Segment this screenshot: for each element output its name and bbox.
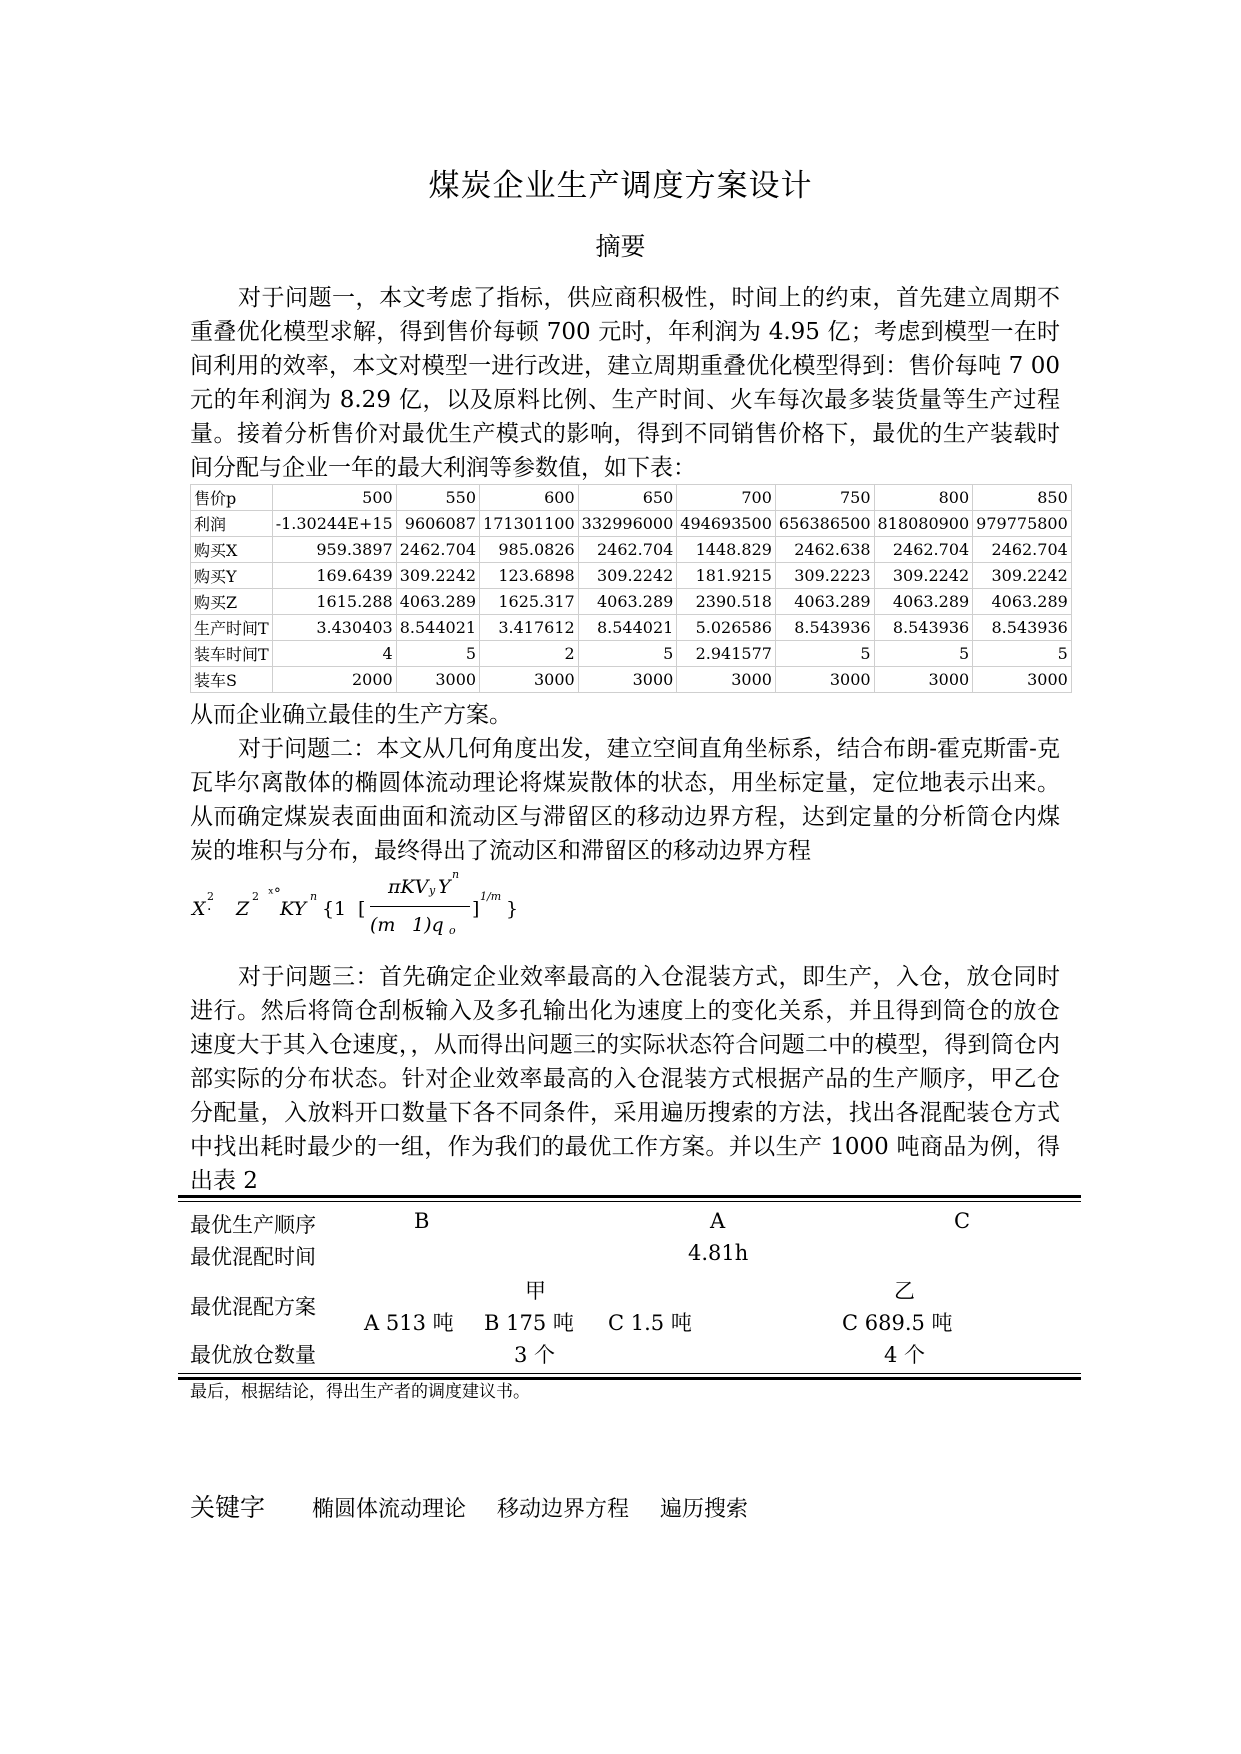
table-cell: 181.9215 — [677, 563, 776, 589]
table-cell: 500 — [272, 485, 396, 511]
abstract-heading: 摘要 — [595, 232, 646, 261]
row-label: 购买Y — [191, 563, 273, 589]
table-cell: 2462.638 — [775, 537, 874, 563]
formula-num-sub: y — [429, 884, 436, 897]
table-cell: 2000 — [272, 667, 396, 693]
bin-jia-header: 甲 — [525, 1279, 546, 1303]
table-cell: 3000 — [874, 667, 973, 693]
table-cell: 8.543936 — [775, 615, 874, 641]
row-label: 售价p — [191, 485, 273, 511]
table-cell: 4063.289 — [775, 589, 874, 615]
table-top-rule-inner — [178, 1201, 1081, 1202]
table-cell: 3000 — [775, 667, 874, 693]
formula-numerator: πKV — [388, 876, 429, 898]
table-cell: 5 — [396, 641, 479, 667]
table-cell: 800 — [874, 485, 973, 511]
formula-x: X — [192, 898, 206, 920]
formula-marks: ˣ° — [268, 886, 281, 902]
table-cell: 3.417612 — [480, 615, 579, 641]
table-cell: 309.2242 — [396, 563, 479, 589]
price-profit-table — [190, 484, 1072, 693]
table-cell: 5 — [775, 641, 874, 667]
table-cell: 850 — [973, 485, 1072, 511]
table-cell: 3000 — [677, 667, 776, 693]
table-cell: 5.026586 — [677, 615, 776, 641]
table-cell: 5 — [578, 641, 677, 667]
row-label: 购买X — [191, 537, 273, 563]
table-cell: 332996000 — [578, 511, 677, 537]
table-cell: 959.3897 — [272, 537, 396, 563]
formula-bracket-open: [ — [358, 898, 366, 920]
table-cell: 5 — [874, 641, 973, 667]
table-cell: 656386500 — [775, 511, 874, 537]
table-cell: 2462.704 — [396, 537, 479, 563]
bin-yi-header: 乙 — [894, 1279, 915, 1303]
table-cell: 4063.289 — [973, 589, 1072, 615]
table-cell: 550 — [396, 485, 479, 511]
table-cell: 700 — [677, 485, 776, 511]
row-label: 购买Z — [191, 589, 273, 615]
mix-time-value: 4.81h — [688, 1241, 749, 1265]
table-cell: 8.543936 — [874, 615, 973, 641]
jia-b-amount: B 175 吨 — [484, 1311, 574, 1335]
formula-ky: KY — [280, 898, 307, 920]
table-row — [191, 511, 1072, 537]
table-bottom-rule-inner — [178, 1373, 1081, 1374]
table-row — [191, 537, 1072, 563]
table-cell: 979775800 — [973, 511, 1072, 537]
formula-den-m: (m — [370, 914, 396, 936]
table-cell: 2 — [480, 641, 579, 667]
table-cell: 494693500 — [677, 511, 776, 537]
table-cell: 8.544021 — [396, 615, 479, 641]
table-cell: 2390.518 — [677, 589, 776, 615]
table-cell: 4063.289 — [578, 589, 677, 615]
row-label: 装车时间T — [191, 641, 273, 667]
table-cell: 8.543936 — [973, 615, 1072, 641]
formula-den-sub: o — [449, 924, 456, 937]
table-row — [191, 589, 1072, 615]
table-cell: 8.544021 — [578, 615, 677, 641]
formula-exp: 1/m — [480, 890, 502, 903]
abstract-paragraph-2: 从而企业确立最佳的生产方案。 — [190, 702, 512, 728]
table-top-rule — [178, 1195, 1081, 1198]
row-mix-plan-label: 最优混配方案 — [190, 1295, 316, 1319]
table-cell: 309.2242 — [973, 563, 1072, 589]
table-row — [191, 485, 1072, 511]
formula-brace-close: } — [506, 898, 519, 920]
table-cell: 600 — [480, 485, 579, 511]
order-b: B — [414, 1209, 430, 1233]
table-cell: 818080900 — [874, 511, 973, 537]
table-cell: 2462.704 — [578, 537, 677, 563]
table-row — [191, 641, 1072, 667]
keywords-label: 关键字 — [190, 1493, 266, 1522]
abstract-paragraph-4: 对于问题三：首先确定企业效率最高的入仓混装方式，即生产，入仓，放仓同时进行。然后将筒仓刮板输入及多孔输出化为速度上的变化关系，并且得到筒仓的放仓速度大于其入仓速度，，从而得出问题三的实际状态符合问题二中的模型，得到筒仓内部实际的分布状态。针对企业效率最高的入仓混装方式根据产品的生产顺序，甲乙仓分配量，入放料开口数量下各不同条件，采用遍历搜索的方法，找出各混配装仓方式中找出耗时最少的一组，作为我们的最优工作方案。并以生产 1000 吨商品为例，得出表 2 — [190, 964, 1060, 1194]
table-cell: 4063.289 — [874, 589, 973, 615]
row-bin-count-label: 最优放仓数量 — [190, 1343, 316, 1367]
row-mix-time-label: 最优混配时间 — [190, 1245, 316, 1269]
table-cell: 1625.317 — [480, 589, 579, 615]
order-a: A — [710, 1209, 726, 1233]
table-cell: 5 — [973, 641, 1072, 667]
table-cell: 3000 — [480, 667, 579, 693]
table-cell: 3.430403 — [272, 615, 396, 641]
table-cell: 650 — [578, 485, 677, 511]
row-label: 利润 — [191, 511, 273, 537]
formula-dot: · — [207, 902, 212, 918]
formula-num-y: Y — [438, 876, 451, 898]
jia-bin-count: 3 个 — [514, 1343, 556, 1367]
jia-c-amount: C 1.5 吨 — [608, 1311, 692, 1335]
table-row — [191, 615, 1072, 641]
keywords-line — [190, 1488, 772, 1524]
table-cell: 2462.704 — [973, 537, 1072, 563]
table-cell: 309.2242 — [874, 563, 973, 589]
table-cell: 2.941577 — [677, 641, 776, 667]
table-cell: 171301100 — [480, 511, 579, 537]
row-label: 生产时间T — [191, 615, 273, 641]
formula-z: Z — [236, 898, 250, 920]
formula-den-1: 1)q — [412, 914, 444, 936]
table-cell: -1.30244E+15 — [272, 511, 396, 537]
table-cell: 4063.289 — [396, 589, 479, 615]
order-c: C — [954, 1209, 971, 1233]
table-cell: 4 — [272, 641, 396, 667]
formula-num-sup: n — [452, 868, 460, 881]
row-label: 装车S — [191, 667, 273, 693]
table-cell: 309.2223 — [775, 563, 874, 589]
jia-a-amount: A 513 吨 — [364, 1311, 454, 1335]
table-row — [191, 563, 1072, 589]
formula-sup-x: 2 — [207, 890, 214, 903]
table-cell: 123.6898 — [480, 563, 579, 589]
table-cell: 750 — [775, 485, 874, 511]
keyword-item: 移动边界方程 — [497, 1497, 630, 1522]
table-cell: 1448.829 — [677, 537, 776, 563]
formula-brace-open: { — [322, 898, 335, 920]
table-cell: 3000 — [578, 667, 677, 693]
yi-c-amount: C 689.5 吨 — [842, 1311, 953, 1335]
table-cell: 1615.288 — [272, 589, 396, 615]
abstract-paragraph-3: 对于问题二：本文从几何角度出发，建立空间直角坐标系，结合布朗-霍克斯雷-克瓦毕尔离散体的椭圆体流动理论将煤炭散体的状态，用坐标定量，定位地表示出来。从而确定煤炭表面曲面和流动区与滞留区的移动边界方程，达到定量的分析筒仓内煤炭的堆积与分布，最终得出了流动区和滞留区的移动边界方程 — [190, 736, 1060, 864]
table-cell: 3000 — [973, 667, 1072, 693]
keyword-item: 遍历搜索 — [660, 1497, 749, 1522]
row-production-order-label: 最优生产顺序 — [190, 1213, 316, 1237]
table-cell: 169.6439 — [272, 563, 396, 589]
formula-sup-n: n — [310, 890, 318, 903]
formula-sup-z: 2 — [252, 890, 259, 903]
keyword-item: 椭圆体流动理论 — [312, 1497, 467, 1522]
abstract-paragraph-1: 对于问题一，本文考虑了指标，供应商积极性，时间上的约束，首先建立周期不重叠优化模型求解，得到售价每顿 700 元时，年利润为 4.95 亿；考虑到模型一在时间利用的效率，本文对模型一进行改进，建立周期重叠优化模型得到：售价每吨 7 00 元的年利润为 8.29 亿，以及原料比例、生产时间、火车每次最多装货量等生产过程量。接着分析售价对最优生产模式的影响，得到不同销售价格下，最优的生产装载时间分配与企业一年的最大利润等参数值，如下表： — [190, 285, 1060, 481]
table-row — [191, 667, 1072, 693]
formula-fraction-bar — [370, 906, 470, 907]
yi-bin-count: 4 个 — [884, 1343, 926, 1367]
paper-title: 煤炭企业生产调度方案设计 — [428, 168, 813, 204]
table-cell: 2462.704 — [874, 537, 973, 563]
table-cell: 309.2242 — [578, 563, 677, 589]
table-cell: 985.0826 — [480, 537, 579, 563]
formula-bracket-close: ] — [472, 898, 480, 920]
table-cell: 9606087 — [396, 511, 479, 537]
table-cell: 3000 — [396, 667, 479, 693]
conclusion-text: 最后，根据结论，得出生产者的调度建议书。 — [190, 1382, 530, 1402]
formula-one: 1 — [334, 898, 347, 920]
